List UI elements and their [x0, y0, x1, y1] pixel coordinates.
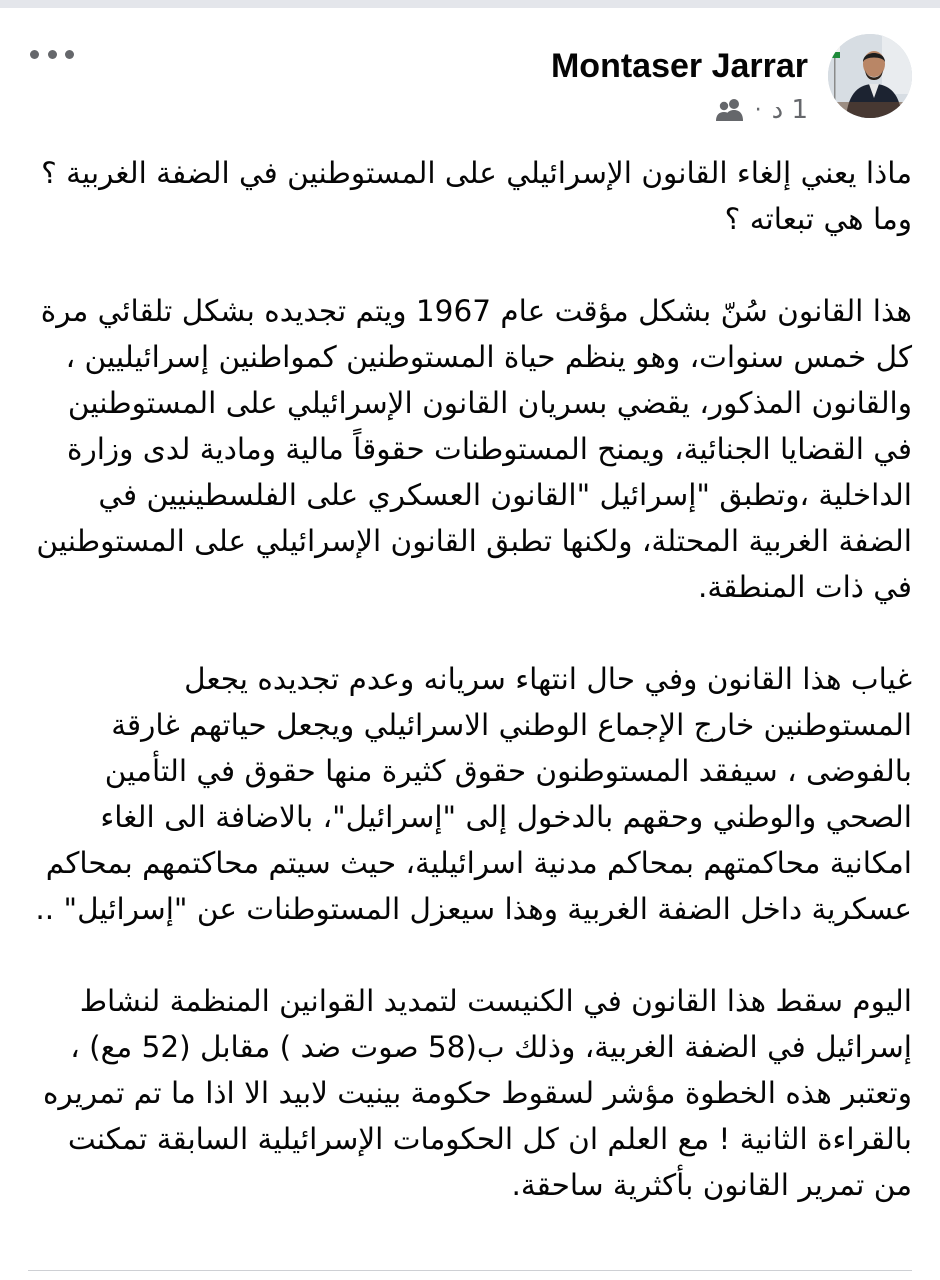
divider — [28, 1270, 912, 1271]
more-options-icon — [48, 50, 57, 59]
post-paragraph-question: ماذا يعني إلغاء القانون الإسرائيلي على المستوطنين في الضفة الغربية ؟ وما هي تبعاته ؟ — [41, 156, 912, 236]
meta-separator: · — [754, 97, 762, 123]
more-options-icon — [65, 50, 74, 59]
post-body — [28, 150, 912, 1208]
post-meta — [715, 92, 808, 128]
friends-icon[interactable] — [715, 98, 745, 122]
post-paragraph-consequences: غياب هذا القانون وفي حال انتهاء سريانه وعدم تجديده يجعل المستوطنين خارج الإجماع الوطني الاسرائيلي ويجعل حياتهم غارقة بالفوضى ، سيفقد المستوطنون حقوق كثيرة منها حقوق في التأمين الصحي والوطني وحقهم بالدخول إلى "إسرائيل"، بالاضافة الى الغاء امكانية محاكمتهم بمحاكم مدنية اسرائيلية، حيث سيتم محاكتمهم بمحاكم عسكرية داخل الضفة الغربية وهذا سيعزل المستوطنات عن "إسرائيل" .. — [35, 662, 912, 926]
more-options-button[interactable] — [30, 42, 74, 66]
post-paragraph-background: هذا القانون سُنّ بشكل مؤقت عام 1967 ويتم تجديده بشكل تلقائي مرة كل خمس سنوات، وهو ينظم حياة المستوطنين كمواطنين إسرائيليين ، والقانون المذكور، يقضي بسريان القانون الإسرائيلي على المستوطنين في القضايا الجنائية، ويمنح المستوطنات حقوقاً مالية ومادية لدى وزارة الداخلية ،وتطبق "إسرائيل "القانون العسكري على الفلسطينيين في الضفة الغربية المحتلة، ولكنها تطبق القانون الإسرائيلي على المستوطنين في ذات المنطقة. — [36, 294, 912, 604]
top-separator-band — [0, 0, 940, 8]
post-timestamp[interactable]: 1 د — [771, 95, 808, 125]
author-name[interactable]: Montaser Jarrar — [550, 47, 808, 85]
more-options-icon — [30, 50, 39, 59]
post-header — [0, 8, 940, 138]
facebook-post — [0, 8, 940, 1280]
avatar[interactable] — [828, 34, 912, 118]
post-paragraph-vote: اليوم سقط هذا القانون في الكنيست لتمديد القوانين المنظمة لنشاط إسرائيل في الضفة الغربية، وذلك ب(58 صوت ضد ) مقابل (52 مع) ، وتعتبر هذه الخطوة مؤشر لسقوط حكومة بينيت لابيد الا اذا ما تم تمريره بالقراءة الثانية ! مع العلم ان كل الحكومات الإسرائيلية السابقة تمكنت من تمرير القانون بأكثرية ساحقة. — [42, 984, 912, 1202]
